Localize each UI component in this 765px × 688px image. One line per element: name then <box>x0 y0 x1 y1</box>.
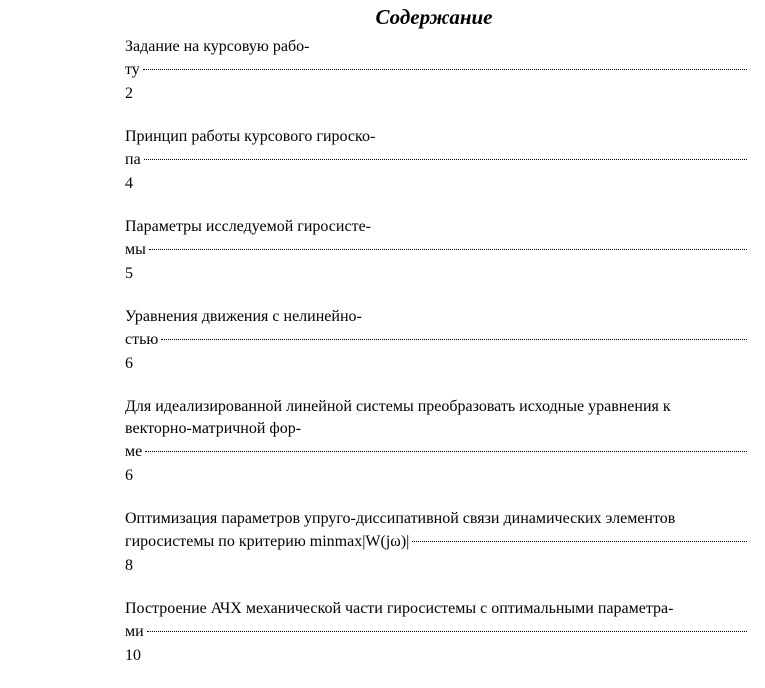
table-of-contents <box>125 36 747 688</box>
dot-leader <box>149 248 747 250</box>
toc-entry-text-end: ми <box>125 623 144 640</box>
toc-entry-text: Задание на курсовую рабо- <box>125 38 310 55</box>
toc-entry-leader-line <box>125 148 747 172</box>
toc-entry-text-end: ту <box>125 61 140 78</box>
toc-entry-text: Для идеализированной линейной системы преобразовать исходные уравнения к <box>125 398 671 415</box>
dot-leader <box>144 158 747 160</box>
toc-page-number: 5 <box>125 265 133 282</box>
toc-page-number: 10 <box>125 647 141 664</box>
dot-leader <box>145 450 747 452</box>
toc-title: Содержание <box>375 5 493 29</box>
toc-page-number: 6 <box>125 467 133 484</box>
dot-leader <box>412 540 747 542</box>
toc-page-number: 8 <box>125 557 133 574</box>
toc-page-number: 6 <box>125 355 133 372</box>
toc-entry-leader-line <box>125 328 747 352</box>
dot-leader <box>147 630 747 632</box>
toc-entry-text: Принцип работы курсового гироско- <box>125 128 376 145</box>
toc-entry-text-end: ме <box>125 443 143 460</box>
toc-entry <box>125 216 747 286</box>
toc-entry-leader-line <box>125 530 747 554</box>
toc-entry-leader-line <box>125 440 747 464</box>
toc-page-number: 4 <box>125 175 133 192</box>
dot-leader <box>143 68 747 70</box>
toc-entry <box>125 306 747 376</box>
toc-entry-text: Построение АЧХ механической части гиросистемы с оптимальными параметра- <box>125 600 674 617</box>
toc-entry-leader-line <box>125 238 747 262</box>
toc-entry <box>125 36 747 106</box>
toc-entry-leader-line <box>125 58 747 82</box>
toc-entry <box>125 396 747 488</box>
toc-entry-text: Параметры исследуемой гиросисте- <box>125 218 371 235</box>
toc-entry <box>125 508 747 578</box>
toc-entry-text: векторно-матричной фор- <box>125 420 302 437</box>
toc-page-number: 2 <box>125 85 133 102</box>
toc-entry-text: Оптимизация параметров упруго-диссипативной связи динамических элементов <box>125 510 676 527</box>
toc-entry-text: Уравнения движения с нелинейно- <box>125 308 362 325</box>
toc-entry-text-end: па <box>125 151 141 168</box>
toc-entry <box>125 598 747 668</box>
toc-entry-leader-line <box>125 620 747 644</box>
toc-entry-text-end: стью <box>125 331 159 348</box>
toc-entry-text-end: мы <box>125 241 146 258</box>
toc-entry <box>125 126 747 196</box>
dot-leader <box>161 338 747 340</box>
toc-entry-text-end: гиросистемы по критерию minmax|W(jω)| <box>125 533 410 550</box>
